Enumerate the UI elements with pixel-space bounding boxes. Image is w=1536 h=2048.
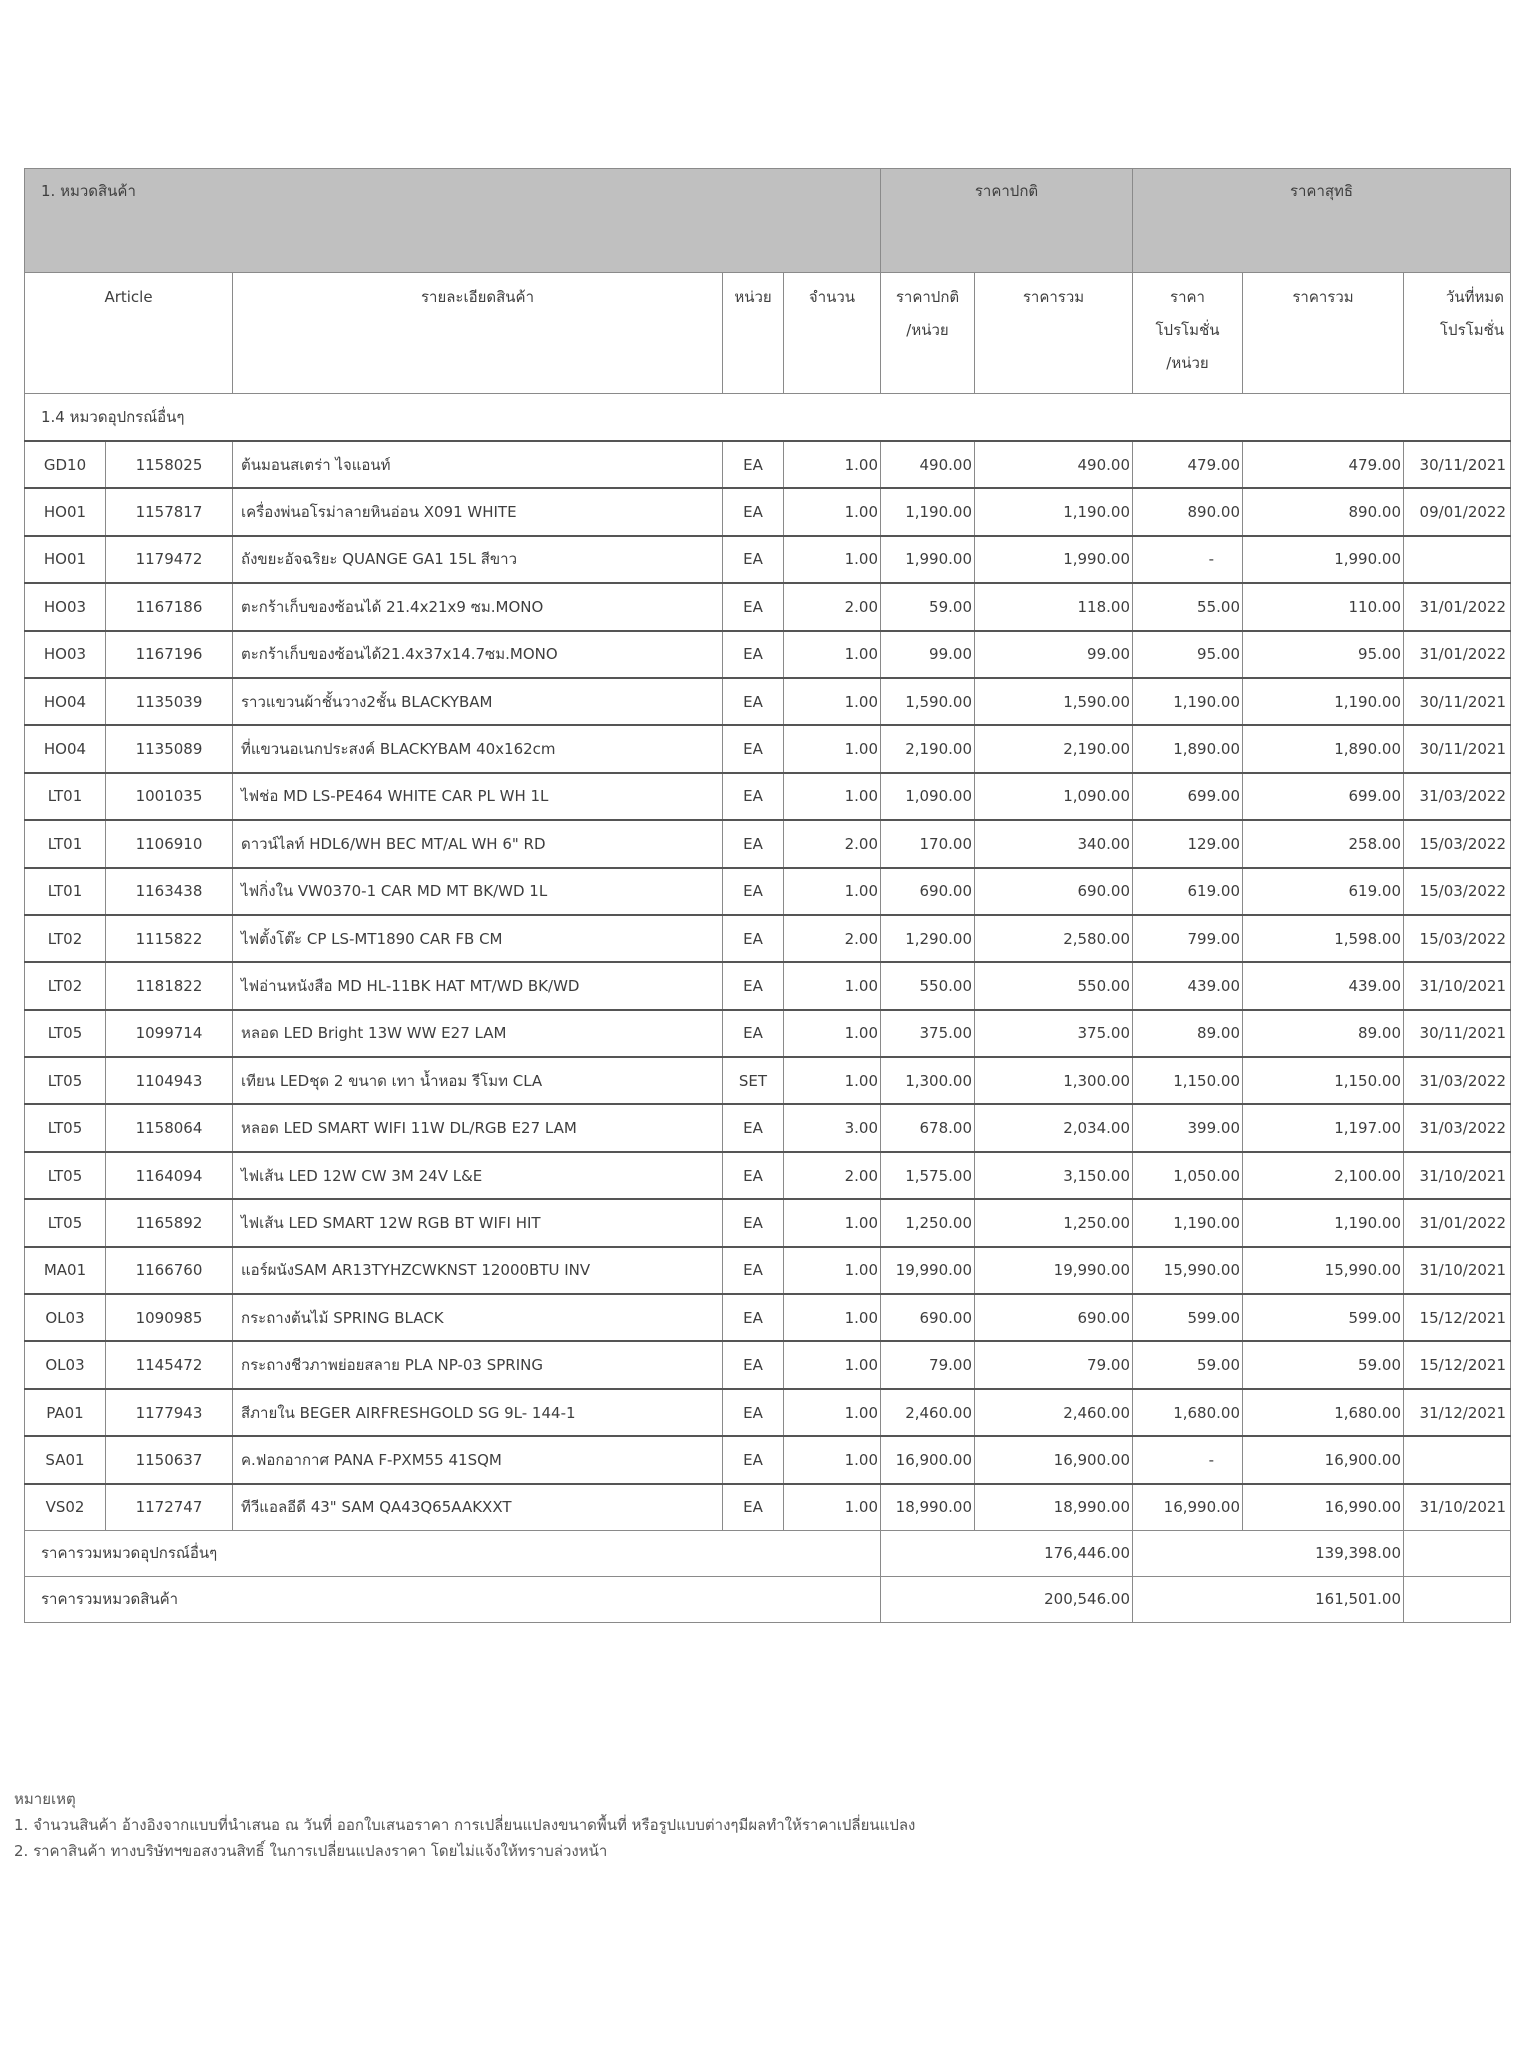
total-row <box>25 1576 1511 1622</box>
article-code-cell: LT01 <box>25 868 106 915</box>
unit-cell: EA <box>723 868 784 915</box>
promo-unit-price-cell: 699.00 <box>1133 773 1243 820</box>
unit-cell: EA <box>723 583 784 630</box>
total-empty-cell <box>1404 1576 1511 1622</box>
article-number-cell: 1179472 <box>106 536 233 583</box>
article-number-cell: 1099714 <box>106 1010 233 1057</box>
table-row <box>25 631 1511 678</box>
net-total-cell: 439.00 <box>1243 962 1404 1009</box>
description-cell: ตะกร้าเก็บของซ้อนได้ 21.4x21x9 ซม.MONO <box>233 583 723 630</box>
description-cell: ทีวีแอลอีดี 43" SAM QA43Q65AAKXXT <box>233 1484 723 1531</box>
promo-unit-price-cell: 1,680.00 <box>1133 1389 1243 1436</box>
quantity-cell: 1.00 <box>784 1341 881 1388</box>
normal-unit-price-cell: 1,990.00 <box>881 536 975 583</box>
net-total-cell: 1,190.00 <box>1243 678 1404 725</box>
net-total-cell: 95.00 <box>1243 631 1404 678</box>
article-number-cell: 1145472 <box>106 1341 233 1388</box>
table-row <box>25 1247 1511 1294</box>
article-number-cell: 1104943 <box>106 1057 233 1104</box>
quantity-cell: 1.00 <box>784 1484 881 1531</box>
normal-total-cell: 1,090.00 <box>975 773 1133 820</box>
normal-total-cell: 2,034.00 <box>975 1104 1133 1151</box>
promo-end-date-cell: 15/03/2022 <box>1404 820 1511 867</box>
article-code-cell: HO03 <box>25 583 106 630</box>
col-header-promo-end <box>1404 273 1511 394</box>
article-code-cell: GD10 <box>25 441 106 488</box>
normal-unit-price-cell: 59.00 <box>881 583 975 630</box>
promo-end-date-cell: 31/03/2022 <box>1404 1057 1511 1104</box>
promo-end-date-cell: 15/12/2021 <box>1404 1341 1511 1388</box>
description-cell: ราวแขวนผ้าชั้นวาง2ชั้น BLACKYBAM <box>233 678 723 725</box>
description-cell: ไฟอ่านหนังสือ MD HL-11BK HAT MT/WD BK/WD <box>233 962 723 1009</box>
quantity-cell: 1.00 <box>784 1199 881 1246</box>
article-number-cell: 1163438 <box>106 868 233 915</box>
normal-unit-price-cell: 1,590.00 <box>881 678 975 725</box>
col-header-promo-end-line1: วันที่หมด <box>1445 288 1505 306</box>
normal-unit-price-cell: 490.00 <box>881 441 975 488</box>
article-code-cell: LT05 <box>25 1152 106 1199</box>
unit-cell: EA <box>723 962 784 1009</box>
description-cell: กระถางชีวภาพย่อยสลาย PLA NP-03 SPRING <box>233 1341 723 1388</box>
quantity-cell: 1.00 <box>784 773 881 820</box>
col-header-unit: หน่วย <box>723 273 784 394</box>
net-total-cell: 258.00 <box>1243 820 1404 867</box>
description-cell: แอร์ผนังSAM AR13TYHZCWKNST 12000BTU INV <box>233 1247 723 1294</box>
promo-unit-price-cell: 599.00 <box>1133 1294 1243 1341</box>
net-total-cell: 16,900.00 <box>1243 1436 1404 1483</box>
normal-unit-price-cell: 1,300.00 <box>881 1057 975 1104</box>
table-row <box>25 1389 1511 1436</box>
promo-unit-price-cell: - <box>1133 536 1243 583</box>
table-row <box>25 536 1511 583</box>
article-code-cell: LT05 <box>25 1010 106 1057</box>
normal-unit-price-cell: 1,290.00 <box>881 915 975 962</box>
promo-end-date-cell: 15/03/2022 <box>1404 915 1511 962</box>
article-number-cell: 1181822 <box>106 962 233 1009</box>
unit-cell: EA <box>723 488 784 535</box>
promo-end-date-cell: 31/03/2022 <box>1404 773 1511 820</box>
table-row <box>25 583 1511 630</box>
net-total-cell: 89.00 <box>1243 1010 1404 1057</box>
promo-unit-price-cell: 59.00 <box>1133 1341 1243 1388</box>
description-cell: ไฟเส้น LED 12W CW 3M 24V L&E <box>233 1152 723 1199</box>
description-cell: กระถางต้นไม้ SPRING BLACK <box>233 1294 723 1341</box>
article-code-cell: OL03 <box>25 1341 106 1388</box>
quantity-cell: 1.00 <box>784 1057 881 1104</box>
note-item-2: 2. ราคาสินค้า ทางบริษัทฯขอสงวนสิทธิ์ ในการเปลี่ยนแปลงราคา โดยไม่แจ้งให้ทราบล่วงหน้า <box>14 1842 608 1860</box>
promo-end-date-cell: 30/11/2021 <box>1404 678 1511 725</box>
table-row <box>25 678 1511 725</box>
column-header-row <box>25 273 1511 394</box>
col-header-promo-end-line2: โปรโมชั่น <box>1440 321 1505 339</box>
promo-end-date-cell: 30/11/2021 <box>1404 725 1511 772</box>
normal-unit-price-cell: 18,990.00 <box>881 1484 975 1531</box>
article-code-cell: PA01 <box>25 1389 106 1436</box>
col-header-description: รายละเอียดสินค้า <box>233 273 723 394</box>
total-net-value: 161,501.00 <box>1133 1576 1404 1622</box>
quantity-cell: 2.00 <box>784 915 881 962</box>
total-normal-value: 200,546.00 <box>881 1576 1133 1622</box>
promo-end-date-cell: 30/11/2021 <box>1404 1010 1511 1057</box>
promo-end-date-cell: 31/01/2022 <box>1404 583 1511 630</box>
table-row <box>25 1152 1511 1199</box>
promo-unit-price-cell: 799.00 <box>1133 915 1243 962</box>
article-code-cell: HO04 <box>25 725 106 772</box>
table-row <box>25 1104 1511 1151</box>
unit-cell: EA <box>723 1341 784 1388</box>
quantity-cell: 1.00 <box>784 441 881 488</box>
net-total-cell: 479.00 <box>1243 441 1404 488</box>
article-code-cell: OL03 <box>25 1294 106 1341</box>
promo-end-date-cell <box>1404 1436 1511 1483</box>
table-row <box>25 1010 1511 1057</box>
promo-end-date-cell: 31/12/2021 <box>1404 1389 1511 1436</box>
description-cell: ต้นมอนสเตร่า ไจแอนท์ <box>233 441 723 488</box>
normal-unit-price-cell: 19,990.00 <box>881 1247 975 1294</box>
normal-unit-price-cell: 678.00 <box>881 1104 975 1151</box>
normal-unit-price-cell: 16,900.00 <box>881 1436 975 1483</box>
description-cell: หลอด LED Bright 13W WW E27 LAM <box>233 1010 723 1057</box>
net-total-cell: 15,990.00 <box>1243 1247 1404 1294</box>
article-number-cell: 1177943 <box>106 1389 233 1436</box>
normal-total-cell: 550.00 <box>975 962 1133 1009</box>
net-total-cell: 16,990.00 <box>1243 1484 1404 1531</box>
description-cell: ไฟช่อ MD LS-PE464 WHITE CAR PL WH 1L <box>233 773 723 820</box>
unit-cell: EA <box>723 1294 784 1341</box>
table-row <box>25 868 1511 915</box>
section-title: 1.4 หมวดอุปกรณ์อื่นๆ <box>25 394 1511 442</box>
article-code-cell: LT02 <box>25 962 106 1009</box>
unit-cell: EA <box>723 631 784 678</box>
description-cell: ไฟเส้น LED SMART 12W RGB BT WIFI HIT <box>233 1199 723 1246</box>
normal-total-cell: 1,590.00 <box>975 678 1133 725</box>
quantity-cell: 1.00 <box>784 962 881 1009</box>
article-number-cell: 1001035 <box>106 773 233 820</box>
normal-total-cell: 19,990.00 <box>975 1247 1133 1294</box>
promo-end-date-cell: 09/01/2022 <box>1404 488 1511 535</box>
promo-end-date-cell: 30/11/2021 <box>1404 441 1511 488</box>
net-price-group-header: ราคาสุทธิ <box>1133 169 1511 273</box>
quantity-cell: 1.00 <box>784 536 881 583</box>
unit-cell: EA <box>723 1247 784 1294</box>
table-row <box>25 915 1511 962</box>
table-row <box>25 1436 1511 1483</box>
normal-unit-price-cell: 690.00 <box>881 868 975 915</box>
normal-total-cell: 690.00 <box>975 1294 1133 1341</box>
net-total-cell: 699.00 <box>1243 773 1404 820</box>
article-code-cell: LT05 <box>25 1199 106 1246</box>
promo-end-date-cell <box>1404 536 1511 583</box>
normal-total-cell: 2,580.00 <box>975 915 1133 962</box>
total-empty-cell <box>1404 1530 1511 1576</box>
table-row <box>25 488 1511 535</box>
unit-cell: EA <box>723 1152 784 1199</box>
promo-end-date-cell: 15/12/2021 <box>1404 1294 1511 1341</box>
quantity-cell: 1.00 <box>784 1010 881 1057</box>
promo-end-date-cell: 31/10/2021 <box>1404 1247 1511 1294</box>
total-row <box>25 1530 1511 1576</box>
article-code-cell: SA01 <box>25 1436 106 1483</box>
promo-end-date-cell: 31/03/2022 <box>1404 1104 1511 1151</box>
notes-title: หมายเหตุ <box>14 1790 76 1808</box>
normal-total-cell: 79.00 <box>975 1341 1133 1388</box>
normal-total-cell: 3,150.00 <box>975 1152 1133 1199</box>
article-number-cell: 1158025 <box>106 441 233 488</box>
article-code-cell: HO04 <box>25 678 106 725</box>
normal-total-cell: 490.00 <box>975 441 1133 488</box>
net-total-cell: 1,150.00 <box>1243 1057 1404 1104</box>
normal-total-cell: 16,900.00 <box>975 1436 1133 1483</box>
promo-unit-price-cell: 439.00 <box>1133 962 1243 1009</box>
article-number-cell: 1165892 <box>106 1199 233 1246</box>
normal-total-cell: 1,300.00 <box>975 1057 1133 1104</box>
article-code-cell: LT01 <box>25 773 106 820</box>
group-header-row <box>25 169 1511 273</box>
quantity-cell: 2.00 <box>784 820 881 867</box>
article-code-cell: LT05 <box>25 1104 106 1151</box>
unit-cell: EA <box>723 1389 784 1436</box>
table-row <box>25 1341 1511 1388</box>
net-total-cell: 1,197.00 <box>1243 1104 1404 1151</box>
normal-total-cell: 340.00 <box>975 820 1133 867</box>
normal-unit-price-cell: 1,250.00 <box>881 1199 975 1246</box>
quantity-cell: 1.00 <box>784 1436 881 1483</box>
article-number-cell: 1158064 <box>106 1104 233 1151</box>
note-item-1: 1. จำนวนสินค้า อ้างอิงจากแบบที่นำเสนอ ณ วันที่ ออกใบเสนอราคา การเปลี่ยนแปลงขนาดพื้นที่ หรือรูปแบบต่างๆมีผลทำให้ราคาเปลี่ยนแปลง <box>14 1816 916 1834</box>
promo-end-date-cell: 31/01/2022 <box>1404 631 1511 678</box>
article-number-cell: 1164094 <box>106 1152 233 1199</box>
col-header-promo-unit-price-line2: โปรโมชั่น <box>1155 321 1220 339</box>
col-header-article: Article <box>25 273 233 394</box>
unit-cell: EA <box>723 915 784 962</box>
total-label: ราคารวมหมวดสินค้า <box>25 1576 881 1622</box>
quotation-table <box>24 168 1511 1623</box>
quantity-cell: 1.00 <box>784 631 881 678</box>
normal-unit-price-cell: 690.00 <box>881 1294 975 1341</box>
promo-end-date-cell: 31/10/2021 <box>1404 962 1511 1009</box>
normal-total-cell: 375.00 <box>975 1010 1133 1057</box>
table-row <box>25 1057 1511 1104</box>
net-total-cell: 1,680.00 <box>1243 1389 1404 1436</box>
unit-cell: EA <box>723 1484 784 1531</box>
quantity-cell: 3.00 <box>784 1104 881 1151</box>
article-code-cell: MA01 <box>25 1247 106 1294</box>
net-total-cell: 110.00 <box>1243 583 1404 630</box>
net-total-cell: 599.00 <box>1243 1294 1404 1341</box>
net-total-cell: 2,100.00 <box>1243 1152 1404 1199</box>
article-number-cell: 1106910 <box>106 820 233 867</box>
description-cell: ค.ฟอกอากาศ PANA F-PXM55 41SQM <box>233 1436 723 1483</box>
table-row <box>25 1294 1511 1341</box>
unit-cell: EA <box>723 1010 784 1057</box>
description-cell: ถังขยะอัจฉริยะ QUANGE GA1 15L สีขาว <box>233 536 723 583</box>
net-total-cell: 619.00 <box>1243 868 1404 915</box>
quantity-cell: 1.00 <box>784 488 881 535</box>
quantity-cell: 2.00 <box>784 1152 881 1199</box>
unit-cell: EA <box>723 1199 784 1246</box>
description-cell: หลอด LED SMART WIFI 11W DL/RGB E27 LAM <box>233 1104 723 1151</box>
unit-cell: EA <box>723 1104 784 1151</box>
article-code-cell: HO01 <box>25 488 106 535</box>
normal-total-cell: 690.00 <box>975 868 1133 915</box>
article-number-cell: 1150637 <box>106 1436 233 1483</box>
normal-unit-price-cell: 375.00 <box>881 1010 975 1057</box>
promo-unit-price-cell: 399.00 <box>1133 1104 1243 1151</box>
col-header-promo-unit-price <box>1133 273 1243 394</box>
normal-unit-price-cell: 99.00 <box>881 631 975 678</box>
table-row <box>25 820 1511 867</box>
normal-unit-price-cell: 550.00 <box>881 962 975 1009</box>
col-header-normal-total: ราคารวม <box>975 273 1133 394</box>
article-number-cell: 1090985 <box>106 1294 233 1341</box>
quantity-cell: 1.00 <box>784 1247 881 1294</box>
article-code-cell: LT02 <box>25 915 106 962</box>
promo-end-date-cell: 31/10/2021 <box>1404 1484 1511 1531</box>
normal-total-cell: 2,190.00 <box>975 725 1133 772</box>
net-total-cell: 890.00 <box>1243 488 1404 535</box>
quantity-cell: 1.00 <box>784 1389 881 1436</box>
article-number-cell: 1135039 <box>106 678 233 725</box>
promo-end-date-cell: 15/03/2022 <box>1404 868 1511 915</box>
description-cell: ไฟกิ่งใน VW0370-1 CAR MD MT BK/WD 1L <box>233 868 723 915</box>
unit-cell: EA <box>723 441 784 488</box>
col-header-quantity: จำนวน <box>784 273 881 394</box>
normal-total-cell: 1,190.00 <box>975 488 1133 535</box>
normal-unit-price-cell: 2,190.00 <box>881 725 975 772</box>
normal-total-cell: 99.00 <box>975 631 1133 678</box>
article-code-cell: LT05 <box>25 1057 106 1104</box>
promo-unit-price-cell: 890.00 <box>1133 488 1243 535</box>
table-row <box>25 962 1511 1009</box>
table-row <box>25 1484 1511 1531</box>
promo-unit-price-cell: 619.00 <box>1133 868 1243 915</box>
normal-total-cell: 1,990.00 <box>975 536 1133 583</box>
unit-cell: EA <box>723 820 784 867</box>
unit-cell: SET <box>723 1057 784 1104</box>
promo-unit-price-cell: 55.00 <box>1133 583 1243 630</box>
total-normal-value: 176,446.00 <box>881 1530 1133 1576</box>
quantity-cell: 2.00 <box>784 583 881 630</box>
table-row <box>25 773 1511 820</box>
unit-cell: EA <box>723 773 784 820</box>
article-number-cell: 1167196 <box>106 631 233 678</box>
category-title: 1. หมวดสินค้า <box>25 169 881 273</box>
promo-unit-price-cell: 1,890.00 <box>1133 725 1243 772</box>
net-total-cell: 1,890.00 <box>1243 725 1404 772</box>
article-code-cell: HO01 <box>25 536 106 583</box>
quantity-cell: 1.00 <box>784 678 881 725</box>
article-number-cell: 1135089 <box>106 725 233 772</box>
promo-unit-price-cell: 1,190.00 <box>1133 678 1243 725</box>
description-cell: สีภายใน BEGER AIRFRESHGOLD SG 9L- 144-1 <box>233 1389 723 1436</box>
promo-unit-price-cell: 1,050.00 <box>1133 1152 1243 1199</box>
promo-end-date-cell: 31/01/2022 <box>1404 1199 1511 1246</box>
promo-unit-price-cell: 1,150.00 <box>1133 1057 1243 1104</box>
col-header-promo-unit-price-line3: /หน่วย <box>1166 354 1209 372</box>
net-total-cell: 1,598.00 <box>1243 915 1404 962</box>
promo-unit-price-cell: 89.00 <box>1133 1010 1243 1057</box>
article-code-cell: HO03 <box>25 631 106 678</box>
quantity-cell: 1.00 <box>784 868 881 915</box>
unit-cell: EA <box>723 536 784 583</box>
unit-cell: EA <box>723 725 784 772</box>
article-code-cell: LT01 <box>25 820 106 867</box>
article-number-cell: 1166760 <box>106 1247 233 1294</box>
col-header-promo-unit-price-line1: ราคา <box>1170 288 1205 306</box>
section-row <box>25 394 1511 442</box>
description-cell: ตะกร้าเก็บของซ้อนได้21.4x37x14.7ซม.MONO <box>233 631 723 678</box>
promo-unit-price-cell: - <box>1133 1436 1243 1483</box>
normal-unit-price-cell: 1,190.00 <box>881 488 975 535</box>
description-cell: เทียน LEDชุด 2 ขนาด เทา น้ำหอม รีโมท CLA <box>233 1057 723 1104</box>
total-label: ราคารวมหมวดอุปกรณ์อื่นๆ <box>25 1530 881 1576</box>
quantity-cell: 1.00 <box>784 725 881 772</box>
normal-total-cell: 18,990.00 <box>975 1484 1133 1531</box>
normal-price-group-header: ราคาปกติ <box>881 169 1133 273</box>
promo-unit-price-cell: 479.00 <box>1133 441 1243 488</box>
col-header-normal-unit-price <box>881 273 975 394</box>
net-total-cell: 59.00 <box>1243 1341 1404 1388</box>
normal-total-cell: 118.00 <box>975 583 1133 630</box>
unit-cell: EA <box>723 1436 784 1483</box>
total-net-value: 139,398.00 <box>1133 1530 1404 1576</box>
quantity-cell: 1.00 <box>784 1294 881 1341</box>
table-row <box>25 1199 1511 1246</box>
notes <box>14 1786 915 1864</box>
article-number-cell: 1115822 <box>106 915 233 962</box>
description-cell: เครื่องพ่นอโรม่าลายหินอ่อน X091 WHITE <box>233 488 723 535</box>
col-header-normal-unit-price-line1: ราคาปกติ <box>895 288 960 306</box>
promo-unit-price-cell: 16,990.00 <box>1133 1484 1243 1531</box>
promo-unit-price-cell: 129.00 <box>1133 820 1243 867</box>
description-cell: ที่แขวนอเนกประสงค์ BLACKYBAM 40x162cm <box>233 725 723 772</box>
description-cell: ไฟตั้งโต๊ะ CP LS-MT1890 CAR FB CM <box>233 915 723 962</box>
normal-total-cell: 2,460.00 <box>975 1389 1133 1436</box>
table-row <box>25 725 1511 772</box>
article-number-cell: 1157817 <box>106 488 233 535</box>
description-cell: ดาวน์ไลท์ HDL6/WH BEC MT/AL WH 6" RD <box>233 820 723 867</box>
article-number-cell: 1172747 <box>106 1484 233 1531</box>
promo-unit-price-cell: 15,990.00 <box>1133 1247 1243 1294</box>
article-code-cell: VS02 <box>25 1484 106 1531</box>
net-total-cell: 1,990.00 <box>1243 536 1404 583</box>
promo-unit-price-cell: 95.00 <box>1133 631 1243 678</box>
promo-end-date-cell: 31/10/2021 <box>1404 1152 1511 1199</box>
normal-unit-price-cell: 79.00 <box>881 1341 975 1388</box>
normal-total-cell: 1,250.00 <box>975 1199 1133 1246</box>
unit-cell: EA <box>723 678 784 725</box>
normal-unit-price-cell: 2,460.00 <box>881 1389 975 1436</box>
article-number-cell: 1167186 <box>106 583 233 630</box>
promo-unit-price-cell: 1,190.00 <box>1133 1199 1243 1246</box>
normal-unit-price-cell: 170.00 <box>881 820 975 867</box>
normal-unit-price-cell: 1,575.00 <box>881 1152 975 1199</box>
normal-unit-price-cell: 1,090.00 <box>881 773 975 820</box>
col-header-net-total: ราคารวม <box>1243 273 1404 394</box>
net-total-cell: 1,190.00 <box>1243 1199 1404 1246</box>
table-row <box>25 441 1511 488</box>
col-header-normal-unit-price-line2: /หน่วย <box>906 321 949 339</box>
